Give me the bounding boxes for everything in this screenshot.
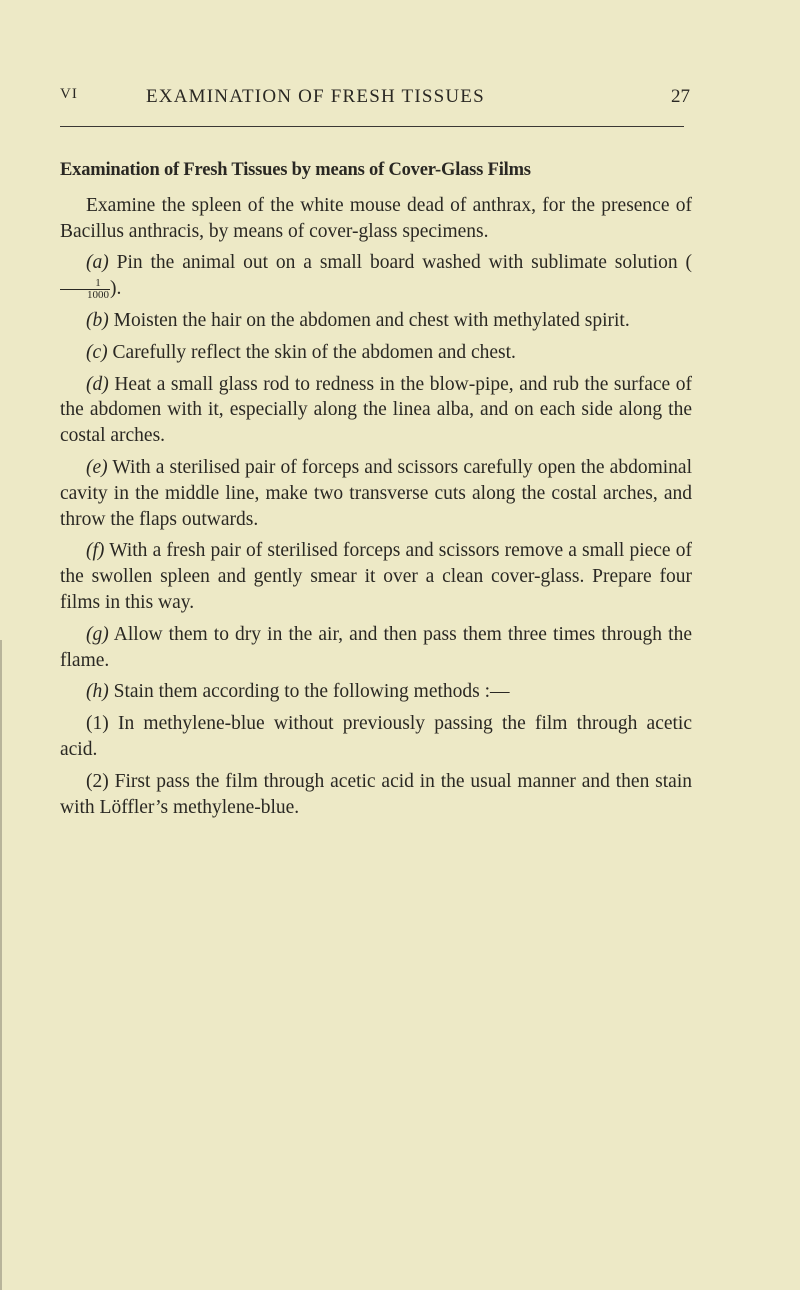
running-title: EXAMINATION OF FRESH TISSUES	[146, 86, 485, 107]
step-text: Stain them according to the following methods :—	[113, 681, 510, 703]
step-marker: (d)	[86, 373, 109, 395]
step-g	[60, 622, 692, 674]
page-body	[60, 158, 692, 826]
method-1	[60, 711, 692, 763]
step-d	[60, 372, 692, 449]
step-text: Allow them to dry in the air, and then pass them three times through the flame.	[60, 623, 692, 671]
step-f	[60, 538, 692, 615]
method-text: First pass the film through acetic acid in the usual manner and then stain with Löffler’s methylene-blue.	[60, 770, 692, 818]
step-marker: (g)	[86, 623, 109, 645]
step-e	[60, 455, 692, 532]
step-text: Carefully reflect the skin of the abdomen and chest.	[112, 341, 516, 363]
step-text: With a sterilised pair of forceps and scissors carefully open the abdominal cavity in the middle line, make two transverse cuts along the costal arches, and throw the flaps outwards.	[60, 456, 692, 530]
fraction-denominator: 1000	[87, 289, 109, 302]
step-marker: (e)	[86, 456, 108, 478]
page-edge-shadow	[0, 640, 2, 1290]
step-text: Heat a small glass rod to redness in the blow-pipe, and rub the surface of the abdomen with it, especially along the linea alba, and on each side along the costal arches.	[60, 373, 693, 447]
method-marker: (2)	[86, 770, 109, 792]
step-marker: (c)	[86, 341, 108, 363]
header-rule	[60, 126, 684, 127]
step-text: Pin the animal out on a small board washed with sublimate solution (	[116, 252, 693, 274]
section-number: VI	[60, 86, 78, 102]
intro-paragraph: Examine the spleen of the white mouse dead of anthrax, for the presence of Bacillus anthracis, by means of cover-glass specimens.	[60, 194, 692, 242]
step-b	[60, 308, 692, 334]
method-2	[60, 769, 692, 821]
page-number: 27	[671, 86, 690, 107]
step-marker: (a)	[86, 252, 109, 274]
step-c	[60, 340, 692, 366]
method-marker: (1)	[86, 713, 109, 735]
dilution-fraction	[60, 278, 110, 301]
step-a	[60, 250, 692, 302]
step-text: With a fresh pair of sterilised forceps and scissors remove a small piece of the swollen spleen and gently smear it over a clean cover-glass. Prepare four films in this way.	[60, 540, 692, 613]
step-marker: (f)	[86, 540, 105, 562]
step-marker: (h)	[86, 681, 109, 703]
fraction-numerator: 1	[60, 278, 110, 290]
step-marker: (b)	[86, 309, 109, 331]
method-text: In methylene-blue without previously passing the film through acetic acid.	[60, 713, 693, 760]
section-heading: Examination of Fresh Tissues by means of Cover-Glass Films	[60, 160, 531, 180]
running-header	[60, 86, 690, 110]
step-text: Moisten the hair on the abdomen and chest with methylated spirit.	[113, 309, 630, 331]
step-text-after: ).	[110, 278, 122, 300]
step-h	[60, 679, 692, 705]
